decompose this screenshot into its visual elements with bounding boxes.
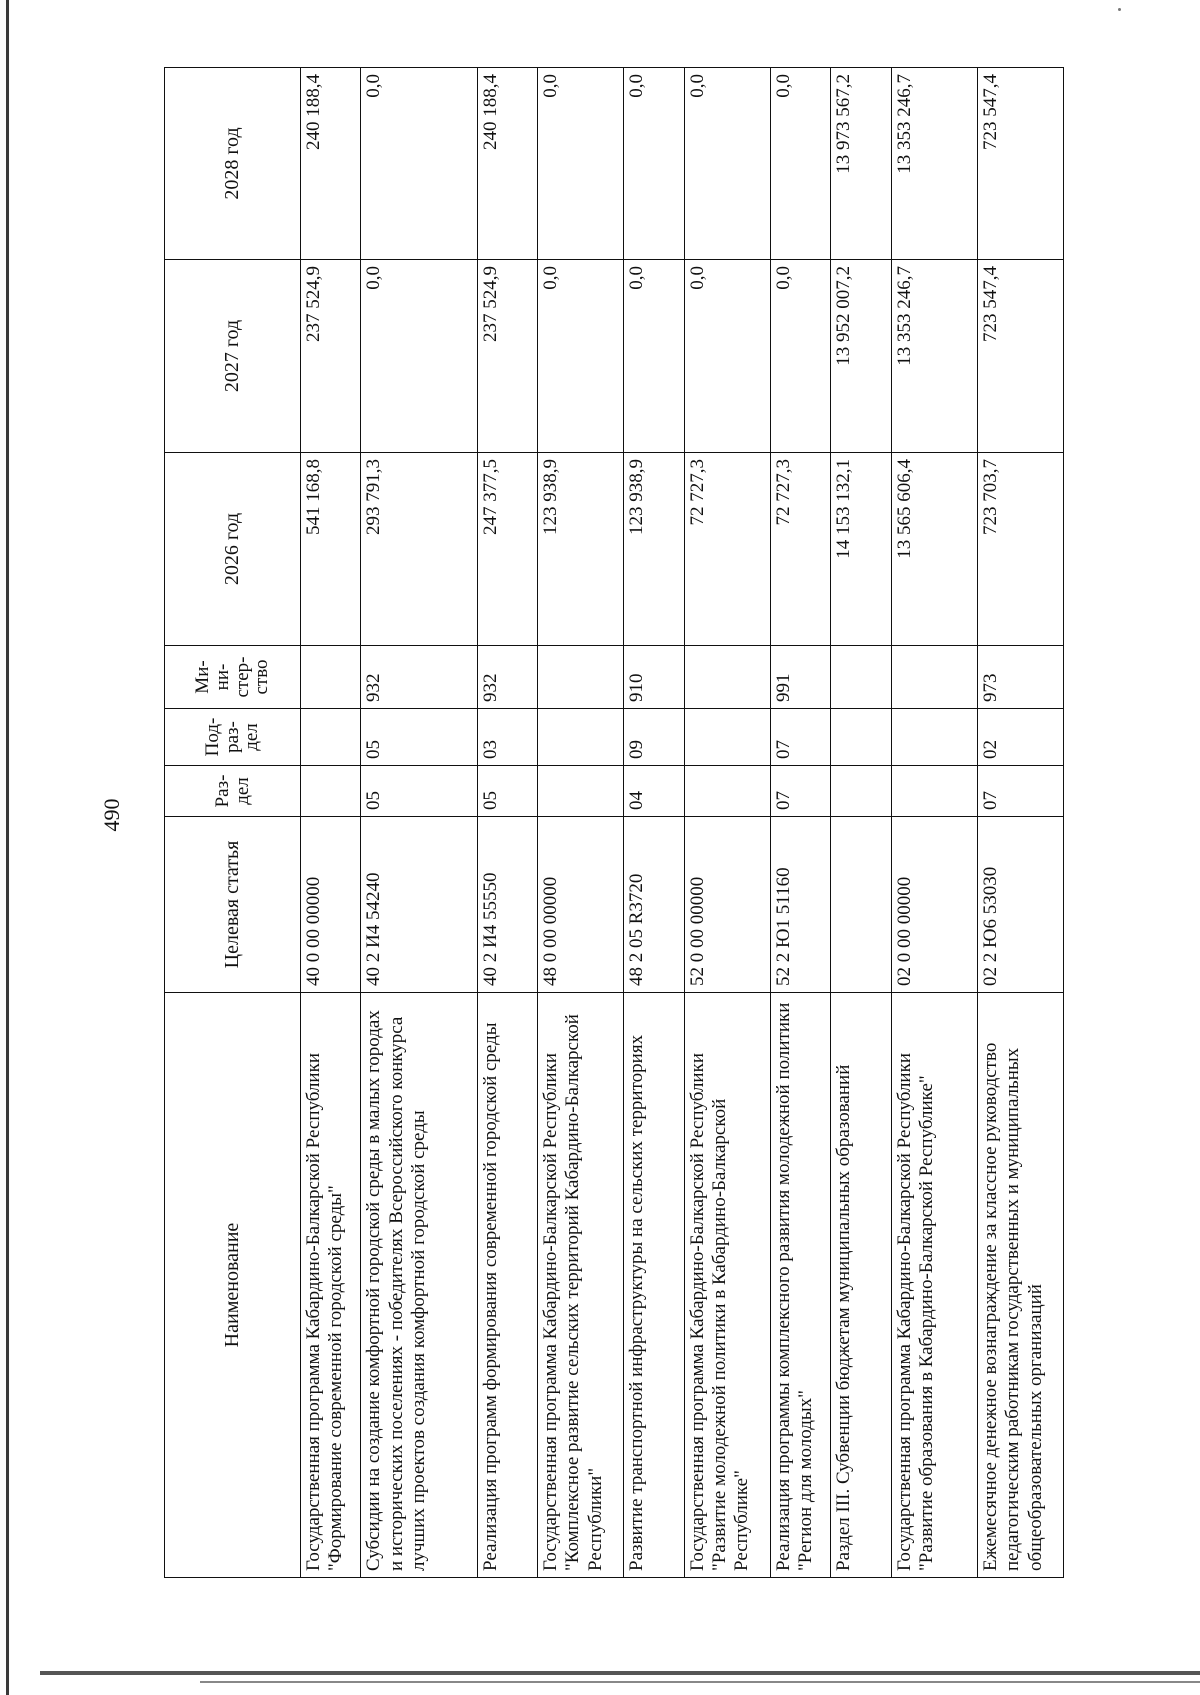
- cell-razdel: 05: [361, 766, 477, 817]
- cell-podrazdel: 07: [770, 709, 830, 766]
- cell-ministry: 932: [361, 646, 477, 709]
- cell-target-article: 52 0 00 00000: [684, 817, 770, 993]
- scan-bottom-edge: [40, 1671, 1200, 1675]
- cell-ministry: 910: [624, 646, 684, 709]
- cell-year-2026: 247 377,5: [477, 453, 537, 646]
- cell-razdel: 07: [977, 766, 1063, 817]
- cell-razdel: [684, 766, 770, 817]
- scan-left-edge: [6, 0, 9, 1695]
- cell-name: Государственная программа Кабардино-Балкарской Республики "Формирование современной городской среды": [301, 993, 361, 1578]
- cell-ministry: [891, 646, 977, 709]
- cell-year-2027: 0,0: [770, 260, 830, 453]
- cell-target-article: 40 2 И4 55550: [477, 817, 537, 993]
- cell-year-2028: 0,0: [770, 68, 830, 260]
- cell-podrazdel: 02: [977, 709, 1063, 766]
- cell-target-article: 40 0 00 00000: [301, 817, 361, 993]
- cell-name: Реализация программ формирования современной городской среды: [477, 993, 537, 1578]
- cell-razdel: [301, 766, 361, 817]
- cell-year-2028: 240 188,4: [477, 68, 537, 260]
- cell-year-2026: 541 168,8: [301, 453, 361, 646]
- cell-ministry: [538, 646, 624, 709]
- table-row: [831, 68, 891, 1578]
- cell-year-2028: 0,0: [538, 68, 624, 260]
- cell-podrazdel: 05: [361, 709, 477, 766]
- budget-table-container: [164, 68, 1064, 1578]
- table-row: [301, 68, 361, 1578]
- cell-target-article: 40 2 И4 54240: [361, 817, 477, 993]
- table-row: [684, 68, 770, 1578]
- cell-razdel: 04: [624, 766, 684, 817]
- cell-year-2028: 13 973 567,2: [831, 68, 891, 260]
- cell-target-article: [831, 817, 891, 993]
- header-year-2027: 2027 год: [165, 260, 301, 453]
- cell-year-2028: 240 188,4: [301, 68, 361, 260]
- cell-ministry: 932: [477, 646, 537, 709]
- cell-year-2027: 0,0: [361, 260, 477, 453]
- table-row: [477, 68, 537, 1578]
- cell-year-2026: 14 153 132,1: [831, 453, 891, 646]
- cell-year-2028: 13 353 246,7: [891, 68, 977, 260]
- table-row: [770, 68, 830, 1578]
- header-razdel: Раз- дел: [165, 766, 301, 817]
- cell-name: Развитие транспортной инфраструктуры на сельских территориях: [624, 993, 684, 1578]
- page-number: 490: [99, 798, 124, 832]
- table-row: [977, 68, 1063, 1578]
- cell-target-article: 02 2 Ю6 53030: [977, 817, 1063, 993]
- cell-year-2028: 723 547,4: [977, 68, 1063, 260]
- cell-year-2027: 237 524,9: [301, 260, 361, 453]
- cell-razdel: [891, 766, 977, 817]
- cell-ministry: 991: [770, 646, 830, 709]
- cell-razdel: 05: [477, 766, 537, 817]
- cell-ministry: 973: [977, 646, 1063, 709]
- cell-razdel: [831, 766, 891, 817]
- cell-podrazdel: [538, 709, 624, 766]
- table-row: [891, 68, 977, 1578]
- cell-ministry: [831, 646, 891, 709]
- cell-name: Ежемесячное денежное вознаграждение за классное руководство педагогическим работникам государственных и муниципальных общеобразовательных организаций: [977, 993, 1063, 1578]
- cell-year-2028: 0,0: [684, 68, 770, 260]
- header-year-2028: 2028 год: [165, 68, 301, 260]
- cell-target-article: 48 2 05 R3720: [624, 817, 684, 993]
- table-header-row: [165, 68, 301, 1578]
- cell-ministry: [684, 646, 770, 709]
- header-name: Наименование: [165, 993, 301, 1578]
- cell-year-2026: 123 938,9: [538, 453, 624, 646]
- header-ministry: Ми- ни- стер- ство: [165, 646, 301, 709]
- cell-ministry: [301, 646, 361, 709]
- header-podrazdel: Под- раз- дел: [165, 709, 301, 766]
- header-year-2026: 2026 год: [165, 453, 301, 646]
- table-body: [301, 68, 1064, 1578]
- cell-name: Государственная программа Кабардино-Балкарской Республики "Комплексное развитие сельских территорий Кабардино-Балкарской Республики": [538, 993, 624, 1578]
- cell-year-2027: 723 547,4: [977, 260, 1063, 453]
- cell-target-article: 48 0 00 00000: [538, 817, 624, 993]
- cell-podrazdel: [891, 709, 977, 766]
- cell-name: Реализация программы комплексного развития молодежной политики "Регион для молодых": [770, 993, 830, 1578]
- cell-podrazdel: [831, 709, 891, 766]
- scan-bottom-edge-secondary: [200, 1681, 1200, 1683]
- cell-razdel: [538, 766, 624, 817]
- cell-year-2027: 13 353 246,7: [891, 260, 977, 453]
- cell-podrazdel: 03: [477, 709, 537, 766]
- cell-year-2028: 0,0: [361, 68, 477, 260]
- cell-razdel: 07: [770, 766, 830, 817]
- table-row: [624, 68, 684, 1578]
- budget-table: [164, 67, 1064, 1578]
- cell-podrazdel: [684, 709, 770, 766]
- cell-year-2026: 13 565 606,4: [891, 453, 977, 646]
- cell-name: Государственная программа Кабардино-Балкарской Республики "Развитие молодежной политики в Кабардино-Балкарской Республике": [684, 993, 770, 1578]
- header-target-article: Целевая статья: [165, 817, 301, 993]
- cell-year-2028: 0,0: [624, 68, 684, 260]
- cell-podrazdel: [301, 709, 361, 766]
- table-row: [538, 68, 624, 1578]
- scan-speck: [1118, 8, 1121, 11]
- table-row: [361, 68, 477, 1578]
- cell-target-article: 02 0 00 00000: [891, 817, 977, 993]
- cell-name: Раздел III. Субвенции бюджетам муниципальных образований: [831, 993, 891, 1578]
- cell-year-2027: 13 952 007,2: [831, 260, 891, 453]
- cell-year-2026: 72 727,3: [684, 453, 770, 646]
- cell-year-2026: 293 791,3: [361, 453, 477, 646]
- cell-year-2027: 0,0: [624, 260, 684, 453]
- cell-year-2026: 723 703,7: [977, 453, 1063, 646]
- cell-target-article: 52 2 Ю1 51160: [770, 817, 830, 993]
- cell-podrazdel: 09: [624, 709, 684, 766]
- cell-year-2027: 0,0: [684, 260, 770, 453]
- cell-year-2027: 0,0: [538, 260, 624, 453]
- cell-year-2026: 72 727,3: [770, 453, 830, 646]
- cell-year-2026: 123 938,9: [624, 453, 684, 646]
- cell-year-2027: 237 524,9: [477, 260, 537, 453]
- cell-name: Субсидии на создание комфортной городской среды в малых городах и исторических поселениях - победителях Всероссийского конкурса лучших проектов создания комфортной городской среды: [361, 993, 477, 1578]
- cell-name: Государственная программа Кабардино-Балкарской Республики "Развитие образования в Кабардино-Балкарской Республике": [891, 993, 977, 1578]
